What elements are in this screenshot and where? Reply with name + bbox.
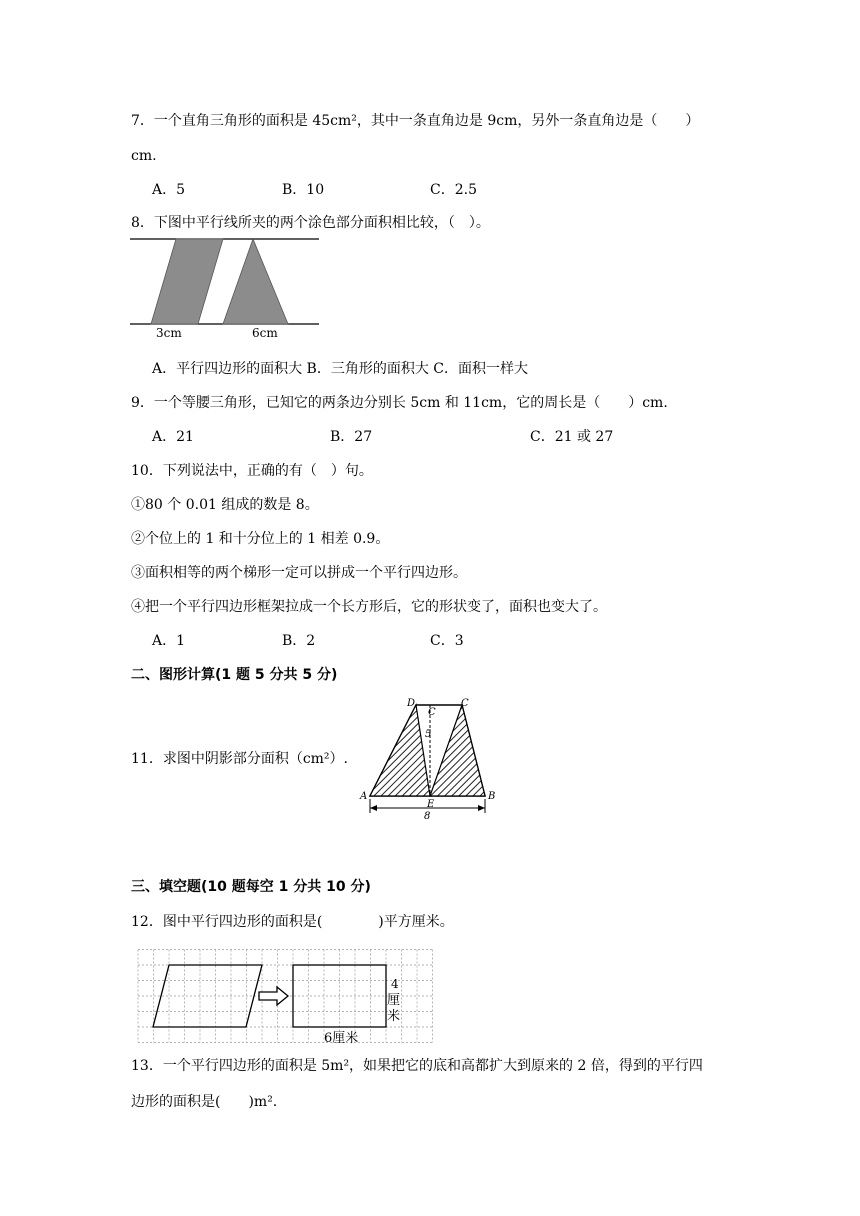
- q10-statement-2: ②个位上的 1 和十分位上的 1 相差 0.9。: [131, 531, 390, 547]
- q12-grid-figure: [138, 946, 432, 1044]
- q12-label-height-1: 4: [391, 977, 399, 991]
- q8-question: 8．下图中平行线所夹的两个涂色部分面积相比较，（ ）。: [131, 215, 490, 231]
- q7-line2: cm.: [131, 148, 157, 164]
- q12-label-height-3: 米: [387, 1009, 401, 1024]
- q11-label-d: D: [407, 698, 416, 709]
- q8-options: A．平行四边形的面积大 B．三角形的面积大 C．面积一样大: [152, 361, 529, 377]
- q12-label-height-2: 厘: [387, 993, 401, 1008]
- q12-label-base: 6厘米: [324, 1031, 359, 1046]
- q10-statement-1: ①80 个 0.01 组成的数是 8。: [131, 497, 319, 513]
- q8-label-6cm: 6cm: [252, 326, 278, 340]
- q10-statement-4: ④把一个平行四边形框架拉成一个长方形后，它的形状变了，面积也变大了。: [131, 599, 607, 615]
- q7-option-a: A．5: [152, 182, 186, 198]
- q8-triangle: [223, 239, 288, 324]
- q8-label-3cm: 3cm: [156, 326, 182, 340]
- q10-question: 10．下列说法中，正确的有（ ）句。: [131, 463, 373, 479]
- q13-line1: 13．一个平行四边形的面积是 5m²，如果把它的底和高都扩大到原来的 2 倍，得到的平行四: [131, 1058, 703, 1074]
- q9-option-a: A．21: [152, 429, 194, 445]
- q11-label-base: 8: [424, 811, 431, 822]
- q11-question: 11．求图中阴影部分面积（cm²）.: [131, 751, 348, 767]
- q10-option-c: C．3: [430, 633, 464, 649]
- q10-option-b: B．2: [282, 633, 316, 649]
- q11-shaded-triangle-left: [370, 705, 430, 796]
- q9-option-c: C．21 或 27: [530, 429, 614, 445]
- q11-label-c: C: [461, 698, 469, 709]
- q10-option-a: A．1: [152, 633, 186, 649]
- q7-option-c: C．2.5: [430, 182, 477, 198]
- q12-question: 12．图中平行四边形的面积是( )平方厘米。: [131, 914, 454, 930]
- section-2-heading: 二、图形计算(1 题 5 分共 5 分): [131, 667, 338, 683]
- q11-trapezoid-figure: [354, 695, 514, 825]
- q11-label-a: A: [360, 791, 368, 802]
- q13-line2: 边形的面积是( )m².: [131, 1094, 278, 1110]
- q9-option-b: B．27: [330, 429, 373, 445]
- q11-label-height: 5: [425, 729, 432, 740]
- q11-shaded-triangle-right: [430, 705, 485, 796]
- q9-question: 9．一个等腰三角形，已知它的两条边分别长 5cm 和 11cm，它的周长是（ ）cm.: [131, 395, 668, 411]
- q10-statement-3: ③面积相等的两个梯形一定可以拼成一个平行四边形。: [131, 565, 467, 581]
- q12-transform-arrow: [259, 987, 288, 1005]
- q11-label-b: B: [488, 791, 496, 802]
- q11-label-e: E: [427, 799, 435, 810]
- q8-parallelogram: [151, 239, 223, 324]
- q7-option-b: B．10: [282, 182, 325, 198]
- q7-line1: 7．一个直角三角形的面积是 45cm²，其中一条直角边是 9cm，另外一条直角边是（ ）: [131, 113, 700, 129]
- q8-parallel-lines-figure: [128, 235, 323, 343]
- q11-label-c-top: C: [428, 707, 436, 718]
- section-3-heading: 三、填空题(10 题每空 1 分共 10 分): [131, 879, 371, 895]
